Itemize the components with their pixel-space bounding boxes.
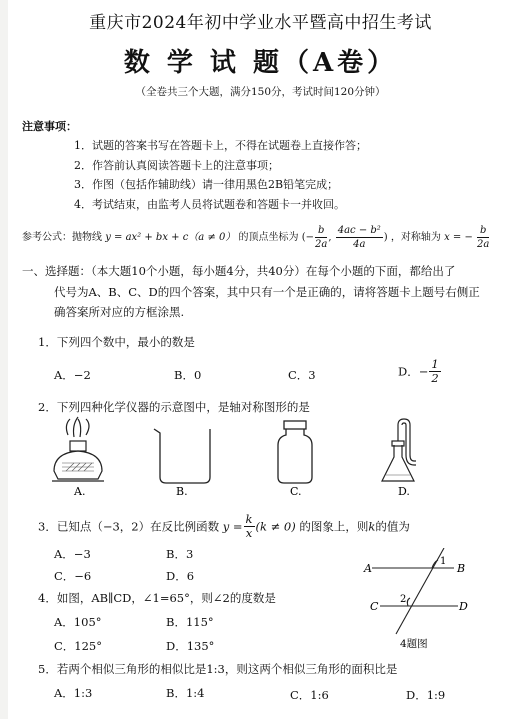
question-3-stem: 3．已知点（−3，2）在反比例函数 y = $\frac{k}{x}$ (k ≠ 0) 的图象上，则k的值为 (38, 512, 410, 540)
vertex-x-fraction: $\frac{b}{2a}$ (315, 225, 328, 250)
q1-option-c: C．3 (288, 368, 316, 382)
exam-title: 重庆市2024年初中学业水平暨高中招生考试 (89, 13, 432, 33)
question-2-stem: 2．下列四种化学仪器的示意图中，是轴对称图形的是 (38, 400, 310, 414)
angle-1-label: 1 (440, 556, 447, 567)
q2-label-b: B. (176, 485, 188, 498)
q1-option-b: B．0 (174, 368, 202, 382)
axis-equation: x = − (444, 232, 473, 243)
beaker-icon (154, 429, 210, 483)
chemistry-instruments-figure (8, 415, 513, 500)
formula-equation: y = ax² + bx + c（a ≠ 0） (105, 232, 236, 243)
parallel-lines-figure (358, 548, 468, 653)
figure-caption: 4题图 (400, 638, 428, 650)
q4-option-d: D．135° (166, 639, 215, 653)
note-item: 4．考试结束，由监考人员将试题卷和答题卡一并收回。 (74, 198, 345, 211)
section-instruction: 确答案所对应的方框涂黑. (54, 305, 185, 319)
q3-option-b: B．3 (166, 547, 194, 561)
section-instruction: 代号为A、B、C、D的四个答案，其中只有一个是正确的，请将答题卡上题号右侧正 (54, 285, 480, 299)
subject-title: 数 学 试 题（A卷） (123, 48, 398, 78)
q1-option-a: A．−2 (54, 368, 91, 382)
q2-label-d: D. (398, 485, 410, 498)
note-item: 3．作图（包括作辅助线）请一律用黑色2B铅笔完成； (74, 178, 339, 191)
q2-label-a: A. (74, 485, 86, 498)
q5-option-a: A．1:3 (54, 686, 93, 700)
axis-fraction: $\frac{b}{2a}$ (477, 225, 490, 250)
exam-page (8, 0, 513, 719)
bottle-icon (278, 421, 312, 483)
question-5-stem: 5．若两个相似三角形的相似比是1:3，则这两个相似三角形的面积比是 (38, 662, 398, 676)
alcohol-lamp-icon (52, 417, 104, 481)
q5-option-d: D．1:9 (406, 688, 446, 702)
q4-option-b: B．115° (166, 615, 214, 629)
conical-flask-icon (382, 419, 416, 481)
q3-option-a: A．−3 (54, 547, 91, 561)
angle-2-label: 2 (400, 594, 407, 605)
q3-option-d: D．6 (166, 569, 195, 583)
label-b: B (457, 562, 466, 575)
reference-formula: 参考公式：抛物线 y = ax² + bx + c（a ≠ 0） 的顶点坐标为 (− $\frac{b}{2a}$ , $\frac{\text{4ac − b²}}{4a}$ ) ，对称轴为 x = − $\frac{b}{2a}$ (22, 225, 490, 250)
label-c: C (370, 600, 379, 613)
q2-label-c: C. (290, 485, 302, 498)
label-a: A (364, 562, 372, 575)
question-4-stem: 4．如图，AB∥CD，∠1=65°，则∠2的度数是 (38, 591, 276, 605)
note-item: 1．试题的答案书写在答题卡上，不得在试题卷上直接作答； (74, 139, 367, 152)
q1-option-d: D．− $\frac{1}{2}$ (398, 357, 439, 385)
q4-option-a: A．105° (54, 615, 102, 629)
formula-mid: 的顶点坐标为 (238, 232, 299, 243)
q3-option-c: C．−6 (54, 569, 92, 583)
section-heading: 一、选择题：（本大题10个小题，每小题4分，共40分）在每个小题的下面，都给出了 (22, 264, 456, 278)
exam-info: （全卷共三个大题，满分150分，考试时间120分钟） (135, 86, 386, 98)
notes-heading: 注意事项： (22, 120, 77, 133)
label-d: D (459, 600, 468, 613)
formula-prefix: 参考公式：抛物线 (22, 232, 102, 243)
q5-option-b: B．1:4 (166, 686, 205, 700)
question-1-stem: 1．下列四个数中，最小的数是 (38, 335, 195, 349)
q5-option-c: C．1:6 (290, 688, 329, 702)
note-item: 2．作答前认真阅读答题卡上的注意事项； (74, 159, 279, 172)
q4-option-c: C．125° (54, 639, 102, 653)
vertex-y-fraction: $\frac{\text{4ac − b²}}{4a}$ (337, 225, 381, 250)
axis-text: ，对称轴为 (390, 232, 441, 243)
